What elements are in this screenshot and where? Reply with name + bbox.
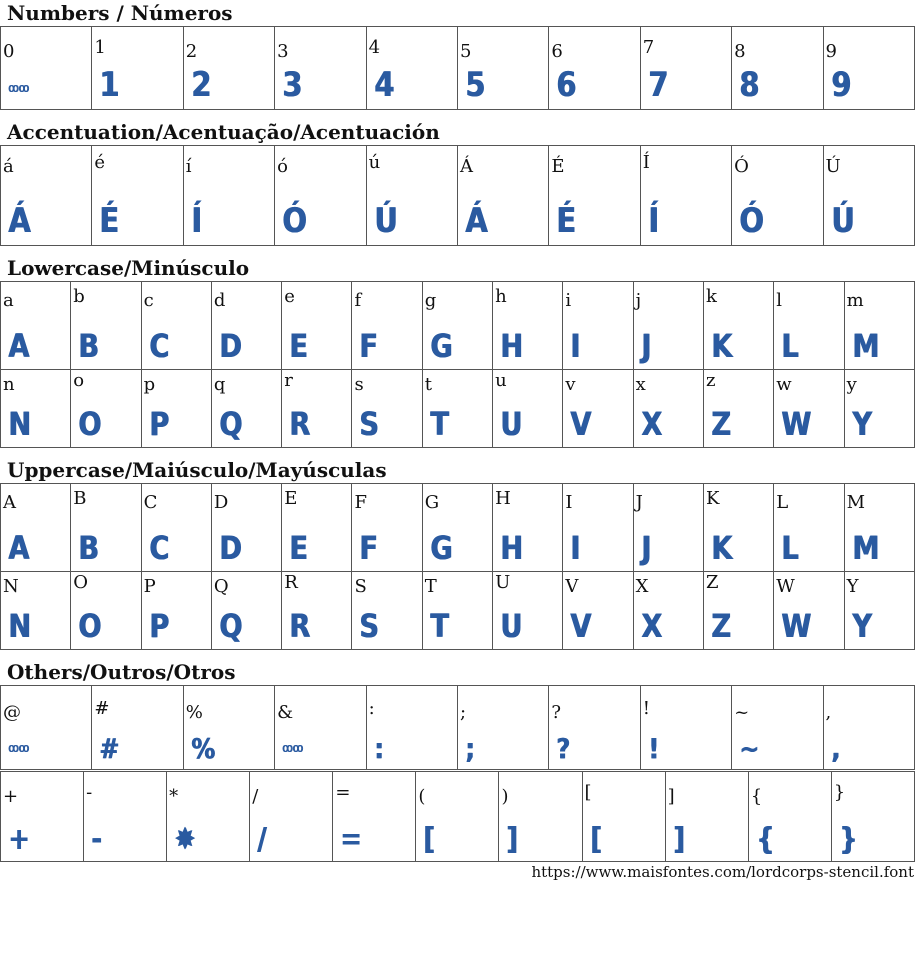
header-uppercase: Uppercase/Maiúsculo/Mayúsculas — [7, 458, 387, 482]
glyph-cell — [774, 282, 844, 370]
glyph-sample: K — [710, 529, 732, 567]
glyph-label: 8 — [734, 41, 746, 62]
glyph-label: B — [73, 488, 87, 509]
header-lowercase: Lowercase/Minúsculo — [7, 256, 250, 280]
glyph-label: É — [551, 156, 565, 177]
glyph-sample: É — [99, 201, 119, 241]
glyph-sample: 5 — [464, 65, 485, 105]
glyph-sample: L — [781, 529, 798, 567]
glyph-cell — [703, 370, 773, 448]
glyph-cell — [211, 484, 281, 572]
glyph-cell — [141, 572, 211, 650]
glyph-sample: Y — [851, 607, 871, 645]
glyph-sample: % — [190, 732, 214, 765]
glyph-sample: É — [556, 201, 576, 241]
glyph-sample: U — [500, 607, 522, 645]
glyph-cell — [844, 572, 914, 650]
glyph-label: * — [169, 786, 179, 807]
glyph-cell — [774, 572, 844, 650]
glyph-label: } — [833, 782, 846, 803]
glyph-sample: D — [218, 529, 241, 567]
glyph-label: i — [565, 290, 572, 311]
glyph-label: M — [846, 492, 865, 513]
glyph-label: L — [776, 492, 789, 513]
glyph-label: ó — [277, 156, 289, 177]
glyph-cell — [1, 146, 92, 246]
glyph-cell — [422, 484, 492, 572]
glyph-sample: # — [99, 732, 119, 765]
glyph-sample: T — [429, 607, 448, 645]
glyph-cell — [563, 572, 633, 650]
glyph-cell — [275, 686, 366, 770]
glyph-label: ( — [418, 786, 426, 807]
glyph-sample: ] — [506, 822, 518, 857]
glyph-label: U — [495, 572, 511, 593]
glyph-sample: M — [851, 529, 878, 567]
glyph-cell — [422, 572, 492, 650]
glyph-sample: K — [710, 327, 732, 365]
glyph-label: { — [750, 786, 763, 807]
glyph-sample: P — [148, 405, 168, 443]
glyph-cell — [640, 146, 731, 246]
glyph-label: & — [277, 702, 294, 723]
glyph-label: + — [3, 786, 19, 807]
glyph-sample: Ó — [739, 201, 763, 241]
glyph-sample: X — [640, 405, 661, 443]
glyph-sample: ; — [464, 732, 474, 765]
glyph-label: Á — [459, 156, 473, 177]
glyph-label: e — [284, 286, 295, 307]
header-numbers: Numbers / Números — [7, 1, 233, 25]
glyph-sample: N — [8, 405, 30, 443]
glyph-label: t — [424, 374, 433, 395]
glyph-label: s — [354, 374, 364, 395]
glyph-label: 0 — [3, 41, 15, 62]
glyph-label: k — [705, 286, 717, 307]
accents-grid — [0, 145, 915, 246]
glyph-cell — [183, 686, 274, 770]
glyph-label: S — [354, 576, 367, 597]
glyph-label: ~ — [734, 702, 750, 723]
glyph-cell — [844, 370, 914, 448]
glyph-sample: N — [8, 607, 30, 645]
glyph-label: ) — [501, 786, 509, 807]
glyph-cell — [563, 484, 633, 572]
glyph-cell — [366, 146, 457, 246]
glyph-cell — [92, 146, 183, 246]
glyph-cell — [499, 772, 582, 862]
glyph-sample: O — [78, 607, 101, 645]
glyph-cell — [457, 146, 548, 246]
glyph-cell — [493, 572, 563, 650]
glyph-sample: M — [851, 327, 878, 365]
glyph-label: q — [213, 374, 226, 395]
glyph-cell — [549, 686, 640, 770]
glyph-cell — [333, 772, 416, 862]
glyph-sample: } — [838, 822, 857, 857]
glyph-cell — [1, 572, 71, 650]
glyph-cell — [92, 27, 183, 110]
glyph-sample: B — [78, 529, 99, 567]
glyph-label: E — [284, 488, 298, 509]
glyph-label: l — [776, 290, 783, 311]
glyph-cell — [493, 282, 563, 370]
glyph-label: ; — [459, 702, 467, 723]
glyph-cell — [71, 572, 141, 650]
glyph-sample: Q — [218, 607, 242, 645]
glyph-label: z — [705, 370, 716, 391]
glyph-label: Ó — [734, 156, 749, 177]
glyph-cell — [71, 282, 141, 370]
glyph-cell — [633, 370, 703, 448]
glyph-label: ? — [551, 702, 561, 723]
glyph-label: r — [284, 370, 293, 391]
glyph-cell — [352, 370, 422, 448]
glyph-label: 9 — [825, 41, 837, 62]
glyph-label: % — [185, 702, 203, 723]
glyph-sample: 4 — [373, 65, 393, 105]
lowercase-grid — [0, 281, 915, 448]
glyph-sample: Í — [190, 201, 201, 241]
glyph-label: F — [354, 492, 367, 513]
glyph-sample: X — [640, 607, 661, 645]
others-grid-row1 — [0, 685, 915, 770]
glyph-cell — [71, 370, 141, 448]
glyph-cell — [831, 772, 914, 862]
glyph-cell — [732, 686, 823, 770]
numbers-grid — [0, 26, 915, 110]
glyph-sample: S — [359, 405, 379, 443]
glyph-sample: - — [91, 822, 101, 857]
glyph-cell — [774, 484, 844, 572]
glyph-label: H — [495, 488, 511, 509]
glyph-label: Ú — [825, 156, 841, 177]
glyph-label: v — [565, 374, 576, 395]
glyph-label: 5 — [459, 41, 472, 62]
glyph-sample: J — [640, 327, 650, 365]
glyph-cell — [366, 27, 457, 110]
glyph-label: - — [86, 782, 93, 803]
glyph-sample: W — [781, 607, 811, 645]
glyph-cell — [141, 282, 211, 370]
glyph-cell — [640, 27, 731, 110]
glyph-label: Y — [846, 576, 859, 597]
glyph-sample: 2 — [190, 65, 211, 105]
glyph-sample: Ú — [830, 201, 854, 241]
glyph-cell — [141, 484, 211, 572]
glyph-cell — [141, 370, 211, 448]
glyph-cell — [211, 282, 281, 370]
glyph-cell — [92, 686, 183, 770]
glyph-label: / — [252, 786, 259, 807]
glyph-cell — [774, 370, 844, 448]
glyph-sample: 3 — [282, 65, 302, 105]
glyph-sample: T — [429, 405, 448, 443]
glyph-label: Z — [705, 572, 719, 593]
glyph-label: R — [284, 572, 298, 593]
glyph-cell — [703, 484, 773, 572]
glyph-label: N — [3, 576, 19, 597]
glyph-cell — [633, 572, 703, 650]
glyph-sample: V — [570, 405, 591, 443]
glyph-cell — [823, 27, 914, 110]
glyph-sample: ! — [647, 732, 658, 765]
glyph-sample: [ — [589, 822, 601, 857]
glyph-sample: + — [8, 822, 29, 857]
glyph-cell — [250, 772, 333, 862]
glyph-label: # — [94, 698, 110, 719]
glyph-label: o — [73, 370, 85, 391]
missing-glyph: ꝏꝏ — [8, 81, 29, 95]
header-others: Others/Outros/Otros — [7, 660, 236, 684]
glyph-cell — [732, 146, 823, 246]
glyph-label: w — [776, 374, 792, 395]
glyph-label: 6 — [551, 41, 563, 62]
glyph-cell — [282, 572, 352, 650]
glyph-sample: H — [500, 529, 522, 567]
glyph-cell — [633, 484, 703, 572]
glyph-sample: U — [500, 405, 522, 443]
glyph-cell — [71, 484, 141, 572]
glyph-label: J — [635, 492, 643, 513]
glyph-sample: Ú — [373, 201, 397, 241]
glyph-cell — [457, 27, 548, 110]
others-grid-row2 — [0, 771, 915, 862]
glyph-label: í — [185, 156, 192, 177]
glyph-cell — [732, 27, 823, 110]
glyph-label: G — [424, 492, 440, 513]
glyph-cell — [640, 686, 731, 770]
glyph-label: g — [424, 290, 437, 311]
glyph-cell — [282, 484, 352, 572]
glyph-label: W — [776, 576, 795, 597]
glyph-sample: Z — [710, 607, 730, 645]
glyph-label: u — [495, 370, 507, 391]
glyph-cell — [275, 146, 366, 246]
glyph-sample: E — [289, 327, 307, 365]
glyph-label: Q — [213, 576, 229, 597]
glyph-label: a — [3, 290, 14, 311]
header-accents: Accentuation/Acentuação/Acentuación — [7, 120, 440, 144]
glyph-label: 1 — [94, 37, 106, 58]
glyph-sample: : — [373, 732, 383, 765]
glyph-cell — [1, 772, 84, 862]
glyph-sample: E — [289, 529, 307, 567]
glyph-sample: Á — [8, 201, 30, 241]
glyph-label: 2 — [185, 41, 198, 62]
glyph-cell — [703, 282, 773, 370]
glyph-label: T — [424, 576, 437, 597]
glyph-sample: C — [148, 529, 168, 567]
glyph-sample: Á — [464, 201, 487, 241]
glyph-label: [ — [584, 782, 592, 803]
glyph-cell — [563, 282, 633, 370]
glyph-label: é — [94, 152, 106, 173]
glyph-label: f — [354, 290, 362, 311]
glyph-label: = — [335, 782, 351, 803]
glyph-sample: S — [359, 607, 379, 645]
glyph-sample: R — [289, 405, 310, 443]
glyph-cell — [563, 370, 633, 448]
glyph-sample: Ó — [282, 201, 306, 241]
glyph-sample: I — [570, 327, 580, 365]
glyph-cell — [1, 370, 71, 448]
glyph-sample: / — [257, 822, 266, 857]
glyph-sample: ✸ — [174, 822, 195, 857]
glyph-sample: , — [830, 732, 839, 765]
glyph-cell — [352, 282, 422, 370]
glyph-label: D — [213, 492, 229, 513]
glyph-label: y — [846, 374, 857, 395]
glyph-cell — [1, 27, 92, 110]
glyph-sample: Í — [647, 201, 658, 241]
glyph-label: 7 — [642, 37, 655, 58]
glyph-label: V — [565, 576, 579, 597]
glyph-label: : — [368, 698, 375, 719]
glyph-sample: H — [500, 327, 522, 365]
glyph-cell — [823, 146, 914, 246]
glyph-cell — [352, 484, 422, 572]
glyph-cell — [183, 27, 274, 110]
glyph-cell — [823, 686, 914, 770]
glyph-sample: ] — [672, 822, 684, 857]
glyph-sample: Z — [710, 405, 730, 443]
glyph-sample: F — [359, 529, 378, 567]
glyph-cell — [282, 370, 352, 448]
glyph-label: m — [846, 290, 864, 311]
glyph-sample: 9 — [830, 65, 850, 105]
glyph-cell — [1, 686, 92, 770]
glyph-cell — [665, 772, 748, 862]
glyph-cell — [275, 27, 366, 110]
glyph-sample: G — [429, 529, 452, 567]
missing-glyph: ꝏꝏ — [282, 741, 303, 755]
glyph-sample: D — [218, 327, 241, 365]
missing-glyph: ꝏꝏ — [8, 741, 29, 755]
glyph-sample: { — [755, 822, 774, 857]
glyph-sample: Q — [218, 405, 242, 443]
glyph-cell — [422, 282, 492, 370]
footer-url: https://www.maisfontes.com/lordcorps-stencil.font — [531, 863, 914, 881]
glyph-sample: [ — [423, 822, 435, 857]
glyph-sample: I — [570, 529, 580, 567]
glyph-label: P — [143, 576, 156, 597]
glyph-label: ú — [368, 152, 381, 173]
glyph-label: j — [635, 290, 642, 311]
glyph-sample: = — [340, 822, 361, 857]
glyph-label: @ — [3, 702, 21, 723]
uppercase-grid — [0, 483, 915, 650]
glyph-cell — [282, 282, 352, 370]
glyph-sample: W — [781, 405, 811, 443]
glyph-sample: B — [78, 327, 99, 365]
glyph-sample: A — [8, 327, 29, 365]
glyph-label: h — [495, 286, 507, 307]
glyph-cell — [493, 484, 563, 572]
glyph-label: d — [213, 290, 226, 311]
glyph-sample: ~ — [739, 732, 759, 765]
glyph-label: , — [825, 702, 832, 723]
glyph-cell — [1, 484, 71, 572]
glyph-label: O — [73, 572, 89, 593]
glyph-sample: V — [570, 607, 591, 645]
glyph-cell — [422, 370, 492, 448]
glyph-cell — [748, 772, 831, 862]
glyph-cell — [582, 772, 665, 862]
glyph-sample: 8 — [739, 65, 759, 105]
glyph-sample: R — [289, 607, 310, 645]
glyph-cell — [493, 370, 563, 448]
glyph-sample: O — [78, 405, 101, 443]
glyph-label: X — [635, 576, 649, 597]
glyph-label: K — [705, 488, 720, 509]
glyph-sample: L — [781, 327, 798, 365]
glyph-label: ] — [667, 786, 675, 807]
glyph-sample: Y — [851, 405, 871, 443]
glyph-label: Í — [642, 152, 650, 173]
glyph-label: I — [565, 492, 573, 513]
glyph-cell — [352, 572, 422, 650]
glyph-sample: ? — [556, 732, 570, 765]
glyph-label: C — [143, 492, 158, 513]
glyph-sample: C — [148, 327, 168, 365]
glyph-label: á — [3, 156, 14, 177]
glyph-cell — [549, 146, 640, 246]
glyph-label: n — [3, 374, 15, 395]
glyph-sample: P — [148, 607, 168, 645]
glyph-label: p — [143, 374, 156, 395]
glyph-label: ! — [642, 698, 650, 719]
glyph-cell — [183, 146, 274, 246]
glyph-cell — [703, 572, 773, 650]
glyph-sample: G — [429, 327, 452, 365]
glyph-label: A — [3, 492, 16, 513]
glyph-label: b — [73, 286, 85, 307]
glyph-cell — [844, 282, 914, 370]
glyph-cell — [84, 772, 167, 862]
glyph-label: 3 — [277, 41, 289, 62]
glyph-cell — [416, 772, 499, 862]
glyph-label: c — [143, 290, 154, 311]
glyph-sample: 6 — [556, 65, 576, 105]
glyph-sample: A — [8, 529, 29, 567]
glyph-sample: J — [640, 529, 650, 567]
glyph-cell — [167, 772, 250, 862]
glyph-cell — [457, 686, 548, 770]
glyph-sample: 1 — [99, 65, 119, 105]
glyph-cell — [1, 282, 71, 370]
glyph-cell — [549, 27, 640, 110]
glyph-sample: 7 — [647, 65, 668, 105]
glyph-cell — [633, 282, 703, 370]
glyph-cell — [211, 572, 281, 650]
glyph-label: x — [635, 374, 646, 395]
glyph-sample: F — [359, 327, 378, 365]
glyph-cell — [211, 370, 281, 448]
glyph-label: 4 — [368, 37, 381, 58]
glyph-cell — [844, 484, 914, 572]
glyph-cell — [366, 686, 457, 770]
